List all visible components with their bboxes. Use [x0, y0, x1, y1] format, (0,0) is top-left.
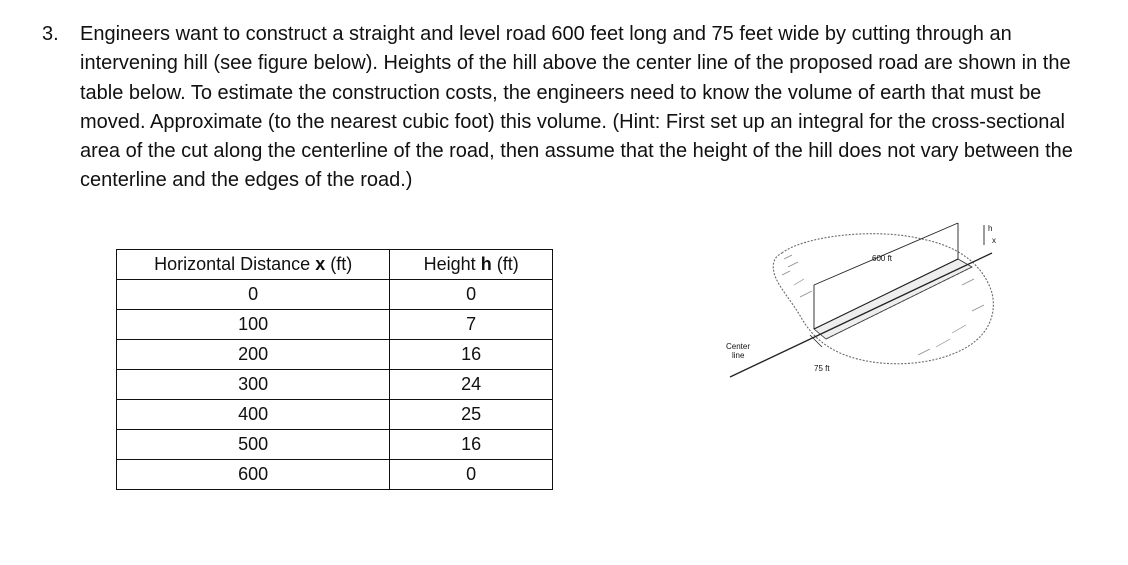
table-row — [117, 400, 553, 430]
table-row — [117, 340, 553, 370]
road-cut — [814, 259, 972, 339]
problem-number: 3. — [42, 23, 59, 45]
cell-height: 25 — [390, 400, 553, 430]
cell-distance: 100 — [117, 310, 390, 340]
table-row — [117, 280, 553, 310]
hill-road-figure — [722, 215, 1012, 385]
cell-distance: 500 — [117, 430, 390, 460]
label-600ft: 600 ft — [872, 254, 893, 263]
label-h: h — [988, 224, 993, 233]
label-center: Center — [726, 342, 751, 351]
cell-distance: 200 — [117, 340, 390, 370]
road-edge-far — [814, 259, 958, 329]
cell-height: 16 — [390, 340, 553, 370]
header-height: Height h (ft) — [390, 250, 553, 280]
table-row — [117, 370, 553, 400]
table-row — [117, 460, 553, 490]
cell-height: 0 — [390, 460, 553, 490]
label-75ft: 75 ft — [814, 364, 830, 373]
cell-distance: 600 — [117, 460, 390, 490]
header-horizontal-distance: Horizontal Distance x (ft) — [117, 250, 390, 280]
table-row — [117, 430, 553, 460]
distance-height-table — [116, 249, 553, 490]
cell-height: 16 — [390, 430, 553, 460]
cell-height: 24 — [390, 370, 553, 400]
cell-height: 0 — [390, 280, 553, 310]
cell-distance: 400 — [117, 400, 390, 430]
cell-height: 7 — [390, 310, 553, 340]
table-row — [117, 310, 553, 340]
problem-statement: Engineers want to construct a straight and level road 600 feet long and 75 feet wide by cutting through an intervening hill (see figure below). Heights of the hill above the center line of the proposed road are shown in the table below. To estimate the construction costs, the engineers need to know the volume of earth that must be moved. Approximate (to the nearest cubic foot) this volume. (Hint: First set up an integral for the cross-sectional area of the cut along the centerline of the road, then assume that the height of the hill does not vary between the centerline and the edges of the road.) — [80, 23, 1073, 192]
cell-distance: 300 — [117, 370, 390, 400]
cell-distance: 0 — [117, 280, 390, 310]
label-line: line — [732, 351, 745, 360]
table-header-row — [117, 250, 553, 280]
center-line — [730, 253, 992, 377]
hill-road-diagram — [722, 215, 1012, 385]
label-x: x — [992, 236, 996, 245]
